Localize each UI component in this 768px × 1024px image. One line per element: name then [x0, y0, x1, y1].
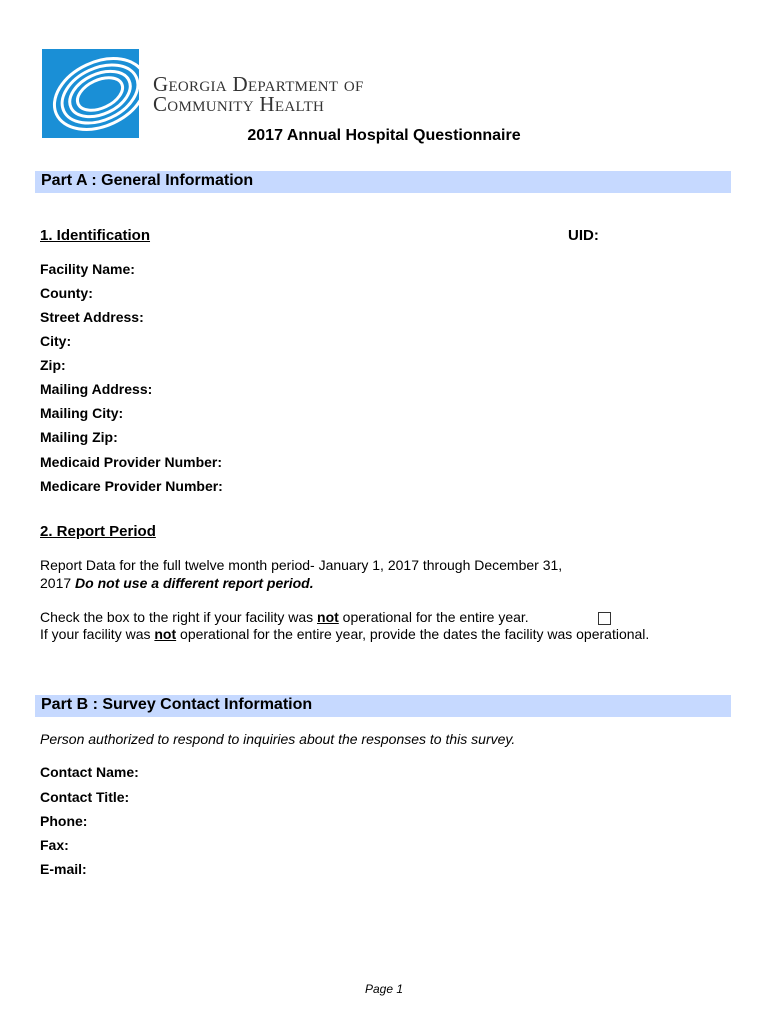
field-county: County: [40, 285, 93, 301]
report-period-warning: Do not use a different report period. [75, 575, 314, 591]
identification-heading: 1. Identification [40, 227, 151, 244]
field-city: City: [40, 333, 72, 349]
field-medicare-provider-number: Medicare Provider Number: [40, 478, 223, 494]
dates-text-pre: If your facility was [40, 626, 155, 642]
field-street-address: Street Address: [40, 309, 144, 325]
field-contact-name: Contact Name: [40, 764, 139, 780]
field-contact-title: Contact Title: [40, 789, 130, 805]
field-mailing-city: Mailing City: [40, 405, 124, 421]
operational-dates-text [40, 626, 649, 642]
field-facility-name: Facility Name: [40, 261, 135, 277]
field-fax: Fax: [40, 837, 69, 853]
page-number: Page 1 [364, 982, 404, 996]
not-operational-checkbox[interactable] [598, 612, 611, 625]
field-email: E-mail: [40, 861, 87, 877]
report-year: 2017 [40, 575, 76, 591]
dates-text-not: not [154, 626, 177, 642]
org-line-1: Georgia Department of [153, 72, 364, 96]
part-a-heading: Part A : General Information [41, 172, 254, 189]
part-b-heading: Part B : Survey Contact Information [41, 696, 313, 713]
check-text-not: not [317, 609, 339, 625]
report-period-line-2 [40, 575, 314, 591]
organization-name [153, 74, 364, 114]
field-medicaid-provider-number: Medicaid Provider Number: [40, 454, 223, 470]
check-text-post: operational for the entire year. [338, 609, 529, 625]
field-phone: Phone: [40, 813, 88, 829]
contact-note: Person authorized to respond to inquiries about the responses to this survey. [40, 731, 516, 747]
document-title: 2017 Annual Hospital Questionnaire [247, 127, 521, 144]
report-period-heading: 2. Report Period [40, 523, 156, 540]
report-period-line-1: Report Data for the full twelve month period- January 1, 2017 through December 31, [40, 557, 563, 573]
dch-logo [42, 49, 139, 138]
part-a-header [35, 171, 731, 193]
field-mailing-zip: Mailing Zip: [40, 429, 118, 445]
logo-swirl-icon [42, 49, 139, 138]
field-zip: Zip: [40, 357, 66, 373]
uid-label: UID: [568, 227, 599, 244]
dates-text-post: operational for the entire year, provide the dates the facility was operational. [176, 626, 650, 642]
field-mailing-address: Mailing Address: [40, 381, 153, 397]
not-operational-check-text [40, 609, 529, 625]
check-text-pre: Check the box to the right if your facility was [40, 609, 318, 625]
org-line-2: Community Health [153, 92, 325, 116]
part-b-header [35, 695, 731, 717]
